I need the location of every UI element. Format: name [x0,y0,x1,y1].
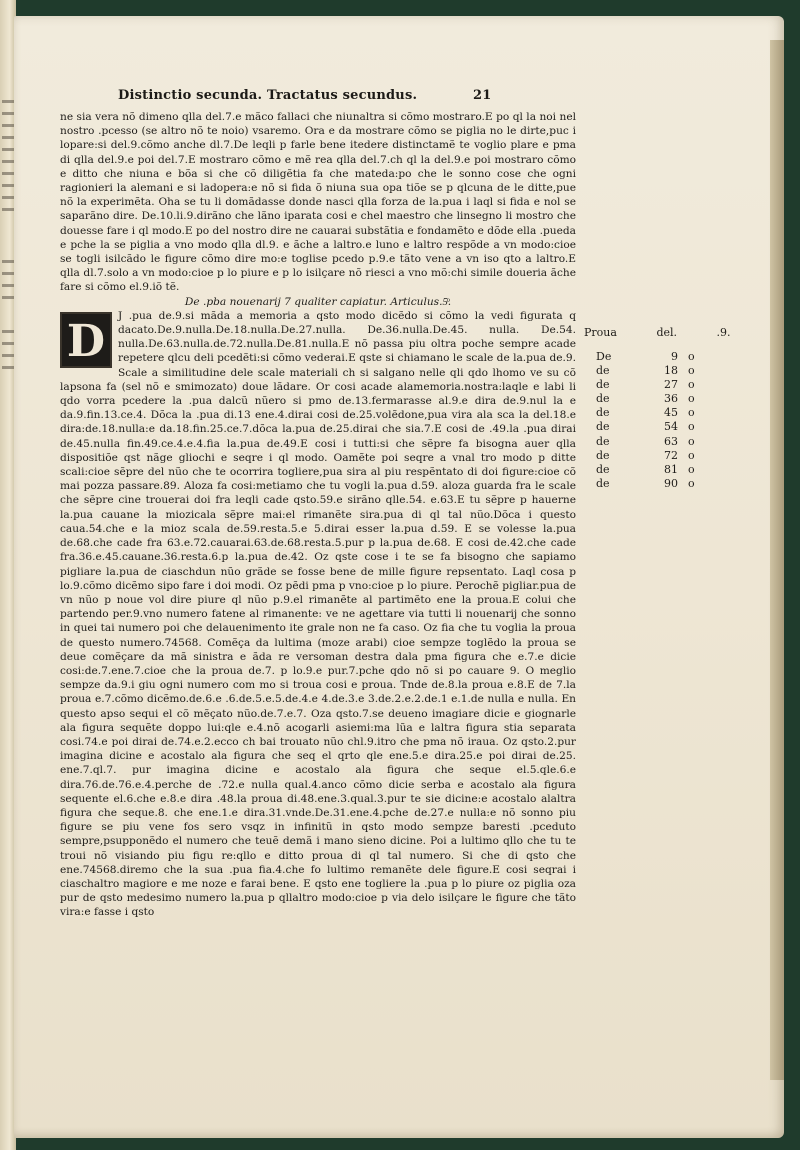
proof-table-rows [584,350,714,491]
proof-row-number: 18 [664,364,678,378]
proof-row-label: de [596,476,610,490]
proof-row-number: 63 [664,434,678,448]
paragraph-2: J .pua de.9.si mãda a memoria a qsto modo dicẽdo si cõmo la vedi figurata q dacato.De.9.nulla.De.18.nulla.De.27.nulla. De.36.nulla.De.45. nulla. De.54. nulla.De.63.nulla.de.72.nulla.De.81.nulla.E nõ passa piu oltra poche sempre acade repetere qlcu deli pcedẽti:si cõmo vederai.E qste si chiamano le scale de la.pua de.9. Scale a similitudine dele scale materiali ch si salgano nelle qli qdo lhomo ve su cõ lapsona fa (sel nõ e smimozato) doue lãdare. Or cosi acade alamemoria.nostra:laqle e labi li qdo vorra pcedere la .pua dalcũ nũero si pmo de.13.fermarasse al.9.e dira de.9.nul la e da.9.fin.13.ce.4. Dõca la .pua di.13 ene.4.dirai cosi de.25.volẽdone,pua vira ala sca la del.18.e dira:de.18.nulla:e da.18.fin.25.ce.7.dõca la.pua de.25.dirai che sia.7.E cosi de .49.la .pua dirai de.45.nulla fin.49.ce.4.e.4.fia la.pua de.49.E cosi i tutti:si che sẽpre fa bisogna auer qlla dispositiõe qst nãge gliochi e seqre i ql modo. Oamẽte poi seqre a vnal tro modo p ditte scali:cioe sẽpre del nũo che te ocorrira togliere,pua sira al piu respẽntato di doi figure:cioe cõ mai pozza passare.89. Aloza fa cosi:metiamo che tu vogli la.pua d.59. aloza guarda fra le scale che sẽpre cine trouerai doi fra leqli cade qsto.59.e sirãno qlle.54. e.63.E tu sẽpre p hauerne la.pua cauane la miozicala sẽpre mai:el rimanẽte sira.pua di ql tal nũo.Dõca i questo caua.54.che e la mioz scala de.59.resta.5.e 5.dirai esser la.pua d.59. E se volesse la.pua de.68.che cade fra 63.e.72.cauarai.63.de.68.resta.5.pur p la.pua de.68. E cosi de.42.che cade fra.36.e.45.cauane.36.resta.6.p la.pua de.42. Oz qste cose i te se fa bisogno che sapiamo pigliare la.pua de ciaschdun nũo grãde se fosse bene de mille figure repsentato. Laql cosa p lo.9.cõmo dicẽmo sipo fare i doi modi. Oz pẽdi pma p vno:cioe p lo piure. Perochẽ pigliar.pua de vn nũo p noue vol dire piure ql nũo p.9.el rimanẽte al partimẽto ene la proua.E colui che partendo per.9.vno numero fatene al rimanente: ve ne agettare via tutti li nouenarij che sonno in quei tai numero poi che delauenimento ite grale non ne fa caso. Oz fia che tu voglia la proua de questo numero.74568. Comẽça da lultima (moze arabi) cioe sempze toglẽdo la proua se deue comẽçare da mã sinistra e ãda re versoman destra dala pma figura che e.7.e dicie cosi:de.7.ene.7.cioe che la proua de.7. p lo.9.e pur.7.pche qdo nõ si po cauare 9. O meglio sempze da.9.i giu ogni numero com mo si troua cosi e proua. Tnde de.8.la proua e.8.E de 7.la proua e.7.cõmo dicẽmo.de.6.e .6.de.5.e.5.de.4.e 4.de.3.e 3.de.2.e.2.de.1 e.1.de nulla e nulla. En questo apso sequi el cõ mẽçato nũo.de.7.e.7. Oza qsto.7.se deueno imagiare dicie e giognarle ala figura sequẽte doppo lui:qle e.4.nõ acogarli asiemi:ma lũa e laltra figura stia separata cosi.74.e poi dirai de.74.e.2.ecco ch bai trouato nũo chl.9.itro che pma nõ iraua. Oz qsto.2.pur imagina dicine e acostalo ala figura che seq el qrto qle ene.5.e dira.25.e poi dirai de.25. ene.7.ql.7. pur imagina dicine e acostalo ala figura che seque el.5.qle.6.e dira.76.de.76.e.4.perche de .72.e nulla qual.4.anco cõmo dicie serba e acostalo ala figura sequente el.6.che e.8.e dira .48.la proua di.48.ene.3.qual.3.pur te sie dicine:e acostalo alaltra figura che seque.8. che ene.1.e dira.31.vnde.De.31.ene.4.pche de.27.e nulla:e nõ sonno piu figure se piu vene fos sero vsqz in infinitũ in qsto modo sempze baresti .pceduto sempre,psupponẽdo el numero che teuẽ demã i mano sieno dicine. Poi a lultimo qllo che tu te troui nõ visiando piu figu re:qllo e ditto proua di ql tal numero. Si che di qsto che ene.74568.diremo che la sua .pua fia.4.che fo lultimo remanẽte dele figure.E cosi seqrai i ciaschaltro magiore e me noze e farai bene. E qsto ene togliere la .pua p lo piure oz piglia oza pur de qsto medesimo numero la.pua p qllaltro modo:cioe p via delo isilçare le figure che tãto vira:e fasse i qsto [60,309,576,919]
proof-row-remainder: o [688,448,695,462]
proof-table-row [584,350,714,364]
proof-row-number: 72 [664,448,678,462]
proof-table-row [584,364,714,378]
proof-table-row [584,420,714,434]
proof-table-title [584,326,731,350]
proof-row-label: de [596,434,610,448]
running-title: Distinctio secunda. Tractatus secundus. [118,88,418,103]
proof-row-label: de [596,448,610,462]
proof-table-row [584,463,714,477]
proof-row-label: de [596,420,610,434]
proof-row-remainder: o [688,420,695,434]
proof-table-row [584,477,714,491]
proof-row-number: 36 [664,392,678,406]
proof-row-remainder: o [688,476,695,490]
proof-title-right: .9. [716,326,731,339]
proof-row-label: de [596,364,610,378]
proof-row-label: de [596,392,610,406]
proof-title-left: Proua [584,326,617,339]
running-header [118,88,518,108]
proof-row-remainder: o [688,350,695,363]
paragraph-1: ne sia vera nõ dimeno qlla del.7.e mãco fallaci che niunaltra si cõmo mostraro.E po ql la noi nel nostro .pcesso (se altro nõ te noio) vsaremo. Ora e da mostrare cõmo se piglia no le dirte,puc i lopare:si del.9.cõmo anche dl.7.De leqli p farle bene itedere distinctamẽ te voglio plare e pma di qlla del.9.e poi del.7.E mostraro cõmo e mẽ rea qlla del.7.ch ql la del.9.e poi mostraro cõmo e ditto che niuna e bõa si che cõ diligẽtia fa che mateda:po che le sonno cose che ogni ragionieri la alemani e si ladopera:e nõ si fida õ niuna sua opa tiõe se p qlcuna de le ditte,pue nõ la experimẽta. Oha se tu li domãdasse donde nasci qlla forza de la.pua i laql si fida e nol se saparãno dire. De.10.li.9.dirãno che lãno iparata cosi e chel maestro che linsegno li mostro che douesse fare i ql modo.E po del nostro dire ne cauarai substãtia e fondamẽto e dõde ella .pueda e pche la se piglia a vno modo qlla dl.9. e ãche a laltro.e luno e laltro respõde a vn modo:cioe se togli isilcãdo le figure cõmo dire mo:e toglise pcedo p.9.e tãto vene a vn iso qto a laltro.E qlla dl.7.solo a vn modo:cioe p lo piure e p lo isilçare nõ riesci a vno mõ:chi simile doueria ãche fare si cõmo el.9.iõ tẽ. [60,111,576,294]
proof-table-row [584,392,714,406]
proof-row-label: de [596,462,610,476]
proof-table-row [584,449,714,463]
proof-row-remainder: o [688,392,695,406]
proof-table-row [584,406,714,420]
proof-row-label: De [596,350,612,363]
page-edge [770,40,784,1080]
proof-row-number: 45 [664,406,678,420]
proof-row-number: 90 [664,476,678,490]
article-heading: De .pba nouenarij 7 qualiter capiatur. Articulus.5ͦ. [184,295,452,308]
folio-number: 21 [473,88,492,103]
proof-row-label: de [596,378,610,392]
proof-row-number: 27 [664,378,678,392]
decorated-initial: D [60,312,112,368]
proof-row-remainder: o [688,434,695,448]
proof-row-label: de [596,406,610,420]
proof-row-remainder: o [688,364,695,378]
proof-row-remainder: o [688,378,695,392]
proof-row-number: 54 [664,420,678,434]
proof-row-remainder: o [688,462,695,476]
proof-title-mid: del. [656,326,678,339]
proof-row-number: 81 [664,462,678,476]
proof-table-row [584,378,714,392]
proof-row-number: 9 [671,350,678,363]
main-text-column [60,110,576,970]
proof-of-nine-table [584,326,731,491]
proof-table-row [584,435,714,449]
proof-row-remainder: o [688,406,695,420]
